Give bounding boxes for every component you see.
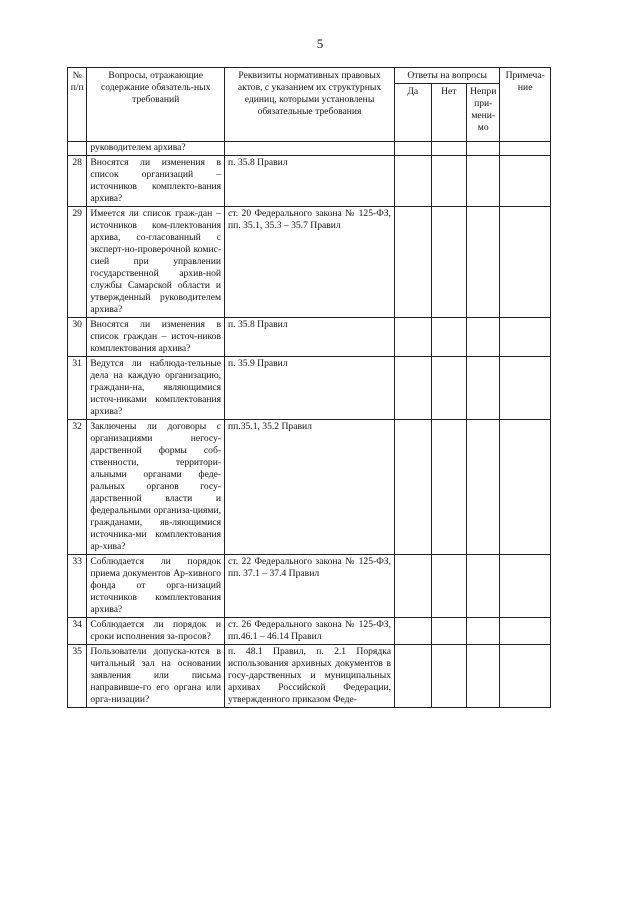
row-number: 28 (68, 156, 87, 207)
row-requisites: ст. 26 Федерального закона № 125-ФЗ, пп.46.1 – 46.14 Правил (225, 618, 395, 645)
table-header-row (68, 68, 551, 84)
answer-no-cell (431, 357, 466, 420)
table-row (68, 318, 551, 357)
row-requisites: п. 35.8 Правил (225, 318, 395, 357)
table-row (68, 645, 551, 708)
row-question: Вносятся ли изменения в список граждан – источ-ников комплектования архива? (87, 318, 225, 357)
answer-na-cell (467, 555, 500, 618)
continuation-row (68, 142, 551, 156)
answer-yes-cell (395, 618, 432, 645)
answer-na-cell (467, 618, 500, 645)
row-requisites: п. 35.8 Правил (225, 156, 395, 207)
answer-yes-cell (395, 318, 432, 357)
answer-na-cell (467, 318, 500, 357)
row-question: Ведутся ли наблюда-тельные дела на каждую организацию, граждани-на, являющимися источ-никами комплектования архива? (87, 357, 225, 420)
row-requisites: пп.35.1, 35.2 Правил (225, 420, 395, 555)
row-question: Соблюдается ли порядок и сроки исполнения за-просов? (87, 618, 225, 645)
row-question: Соблюдается ли порядок приема документов Ар-хивного фонда от орга-низаций источников комплектования архива? (87, 555, 225, 618)
note-cell (500, 156, 551, 207)
table-row (68, 555, 551, 618)
row-number: 32 (68, 420, 87, 555)
row-question: Пользователи допуска-ются в читальный зал на основании заявления или письма направивше-го его органа или орга-низации? (87, 645, 225, 708)
header-requisites: Реквизиты нормативных правовых актов, с указанием их структурных единиц, которыми установлены обязательные требования (225, 68, 395, 142)
row-requisites: п. 35.9 Правил (225, 357, 395, 420)
row-requisites: ст. 20 Федерального закона № 125-ФЗ, пп. 35.1, 35.3 – 35.7 Правил (225, 207, 395, 318)
table-row (68, 618, 551, 645)
answer-no-cell (431, 318, 466, 357)
row-question: Заключены ли договоры с организациями негосу-дарственной формы соб-ственности, территори-альными органами феде-ральных органов госу-дарственной власти и федеральными организа-циями, гражданами, яв-ляющимися источника-ми комплектования ар-хива? (87, 420, 225, 555)
note-cell (500, 207, 551, 318)
row-number: 31 (68, 357, 87, 420)
row-number: 34 (68, 618, 87, 645)
header-questions: Вопросы, отражающие содержание обязатель-ных требований (87, 68, 225, 142)
answer-na-cell (467, 645, 500, 708)
answer-no-cell (431, 156, 466, 207)
answer-na-cell (467, 357, 500, 420)
row-requisites: п. 48.1 Правил, п. 2.1 Порядка использования архивных документов в госу-дарственных и муниципальных архивах Российской Федерации, утвержденного приказом Феде- (225, 645, 395, 708)
row-number: 35 (68, 645, 87, 708)
row-question: Имеется ли список граж-дан – источников ком-плектования архива, со-гласованный с эксперт-но-проверочной комис-сией при управлении государственной архив-ной службы Самарской области и утвержденный руководителем архива? (87, 207, 225, 318)
answer-no-cell (431, 618, 466, 645)
answer-yes-cell (395, 156, 432, 207)
table-row (68, 357, 551, 420)
header-yes: Да (395, 84, 432, 142)
answer-na-cell (467, 420, 500, 555)
row-question: Вносятся ли изменения в список организаций – источников комплекто-вания архива? (87, 156, 225, 207)
answer-yes-cell (395, 357, 432, 420)
answer-yes-cell (395, 645, 432, 708)
row-number: 29 (68, 207, 87, 318)
answer-no-cell (431, 420, 466, 555)
note-cell (500, 645, 551, 708)
answer-yes-cell (395, 420, 432, 555)
row-requisites: ст. 22 Федерального закона № 125-ФЗ, пп. 37.1 – 37.4 Правил (225, 555, 395, 618)
row-number: 33 (68, 555, 87, 618)
note-cell (500, 618, 551, 645)
answer-yes-cell (395, 207, 432, 318)
page-number: 5 (316, 36, 324, 51)
table-row (68, 420, 551, 555)
answer-na-cell (467, 156, 500, 207)
table-row (68, 207, 551, 318)
table-row (68, 156, 551, 207)
note-cell (500, 318, 551, 357)
row-number: 30 (68, 318, 87, 357)
answer-na-cell (467, 207, 500, 318)
note-cell (500, 357, 551, 420)
note-cell (500, 555, 551, 618)
header-na: Непри при-мени-мо (467, 84, 500, 142)
answer-no-cell (431, 555, 466, 618)
answer-yes-cell (395, 555, 432, 618)
header-answers: Ответы на вопросы (395, 68, 500, 84)
header-note: Примеча-ние (500, 68, 551, 142)
answer-no-cell (431, 645, 466, 708)
continuation-text: руководителем архива? (87, 142, 225, 156)
header-no: Нет (431, 84, 466, 142)
requirements-table (67, 67, 551, 708)
answer-no-cell (431, 207, 466, 318)
header-num: № п/п (68, 68, 87, 142)
note-cell (500, 420, 551, 555)
